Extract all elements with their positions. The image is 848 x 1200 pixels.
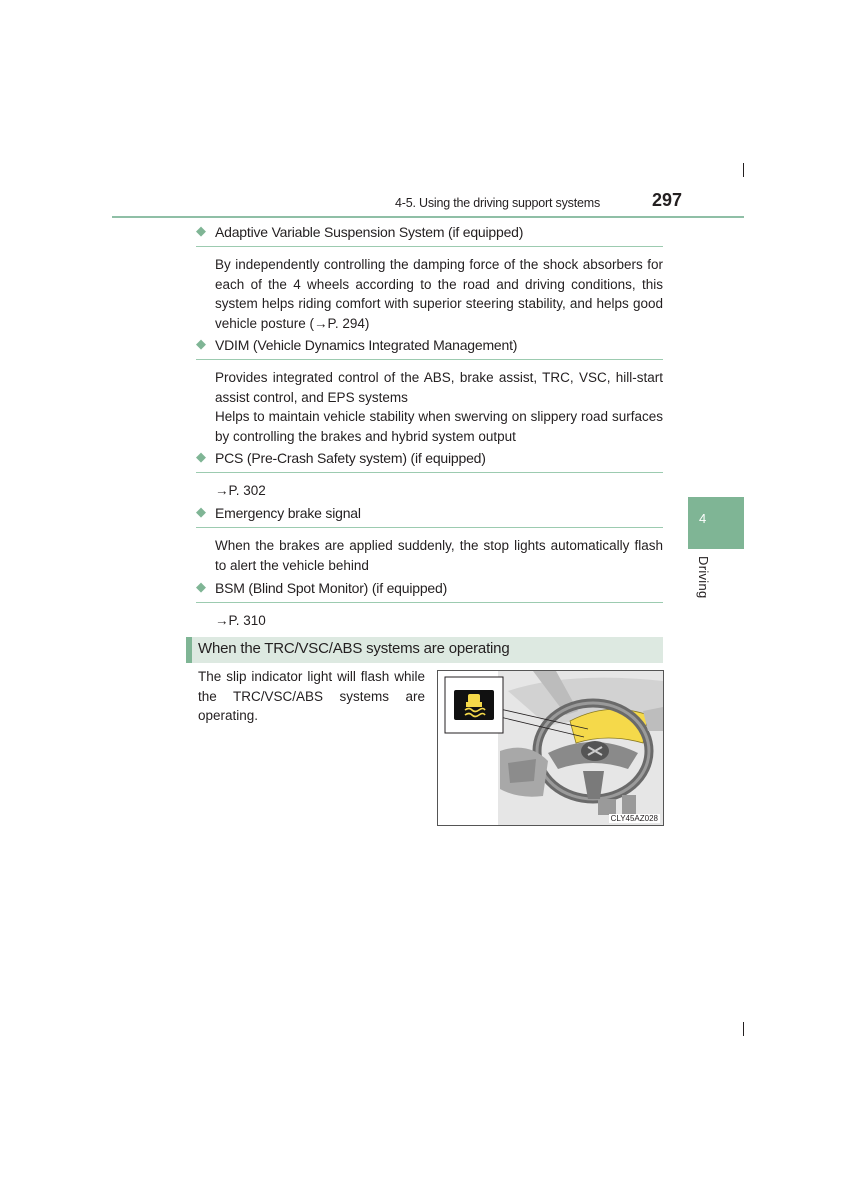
- header-section-title: 4-5. Using the driving support systems: [395, 196, 600, 210]
- diamond-bullet-icon: ◆: [196, 449, 206, 464]
- cockpit-illustration: [437, 670, 664, 826]
- item-title: ◆ Adaptive Variable Suspension System (if equipped): [196, 223, 663, 247]
- diamond-bullet-icon: ◆: [196, 223, 206, 238]
- figure-code: CLY45AZ028: [610, 814, 658, 823]
- cockpit-drawing: [438, 671, 663, 825]
- diamond-bullet-icon: ◆: [196, 504, 206, 519]
- page-number: 297: [652, 190, 683, 210]
- item-title: ◆ PCS (Pre-Crash Safety system) (if equipped): [196, 449, 663, 473]
- item-adaptive-suspension: [196, 223, 663, 333]
- item-title: ◆ VDIM (Vehicle Dynamics Integrated Management): [196, 336, 663, 360]
- section-heading: When the TRC/VSC/ABS systems are operating: [186, 637, 663, 663]
- crop-mark-top: [743, 163, 744, 177]
- item-body: By independently controlling the damping force of the shock absorbers for each of the 4 wheels according to the road and driving conditions, this system helps riding comfort with superior steering stability, and helps good vehicle posture (→P. 294): [215, 257, 663, 331]
- chapter-label: Driving: [696, 556, 711, 599]
- item-emergency-brake-signal: [196, 504, 663, 575]
- section-paragraph: The slip indicator light will flash while the TRC/VSC/ABS systems are operating.: [198, 669, 425, 723]
- item-title: ◆ BSM (Blind Spot Monitor) (if equipped): [196, 579, 663, 603]
- chapter-tab[interactable]: [688, 497, 744, 549]
- section-accent: [186, 637, 192, 663]
- item-body: Provides integrated control of the ABS, brake assist, TRC, VSC, hill-start assist control, and EPS systems Helps to maintain vehicle stability when swerving on slippery road surfaces by controlling the brakes and hybrid system output: [215, 370, 663, 444]
- item-title: ◆ Emergency brake signal: [196, 504, 663, 528]
- item-body: [215, 603, 663, 631]
- page-reference-link[interactable]: →P. 310: [215, 613, 266, 628]
- header-rule: [112, 216, 744, 218]
- item-body: When the brakes are applied suddenly, the stop lights automatically flash to alert the vehicle behind: [215, 538, 663, 573]
- page-reference-link[interactable]: →P. 302: [215, 483, 266, 498]
- item-vdim: [196, 336, 663, 446]
- chapter-number: 4: [699, 511, 707, 526]
- item-body: [215, 473, 663, 501]
- diamond-bullet-icon: ◆: [196, 579, 206, 594]
- diamond-bullet-icon: ◆: [196, 336, 206, 351]
- slip-indicator-icon: [454, 690, 494, 720]
- crop-mark-bottom: [743, 1022, 744, 1036]
- item-bsm: [196, 579, 663, 631]
- item-pcs: [196, 449, 663, 501]
